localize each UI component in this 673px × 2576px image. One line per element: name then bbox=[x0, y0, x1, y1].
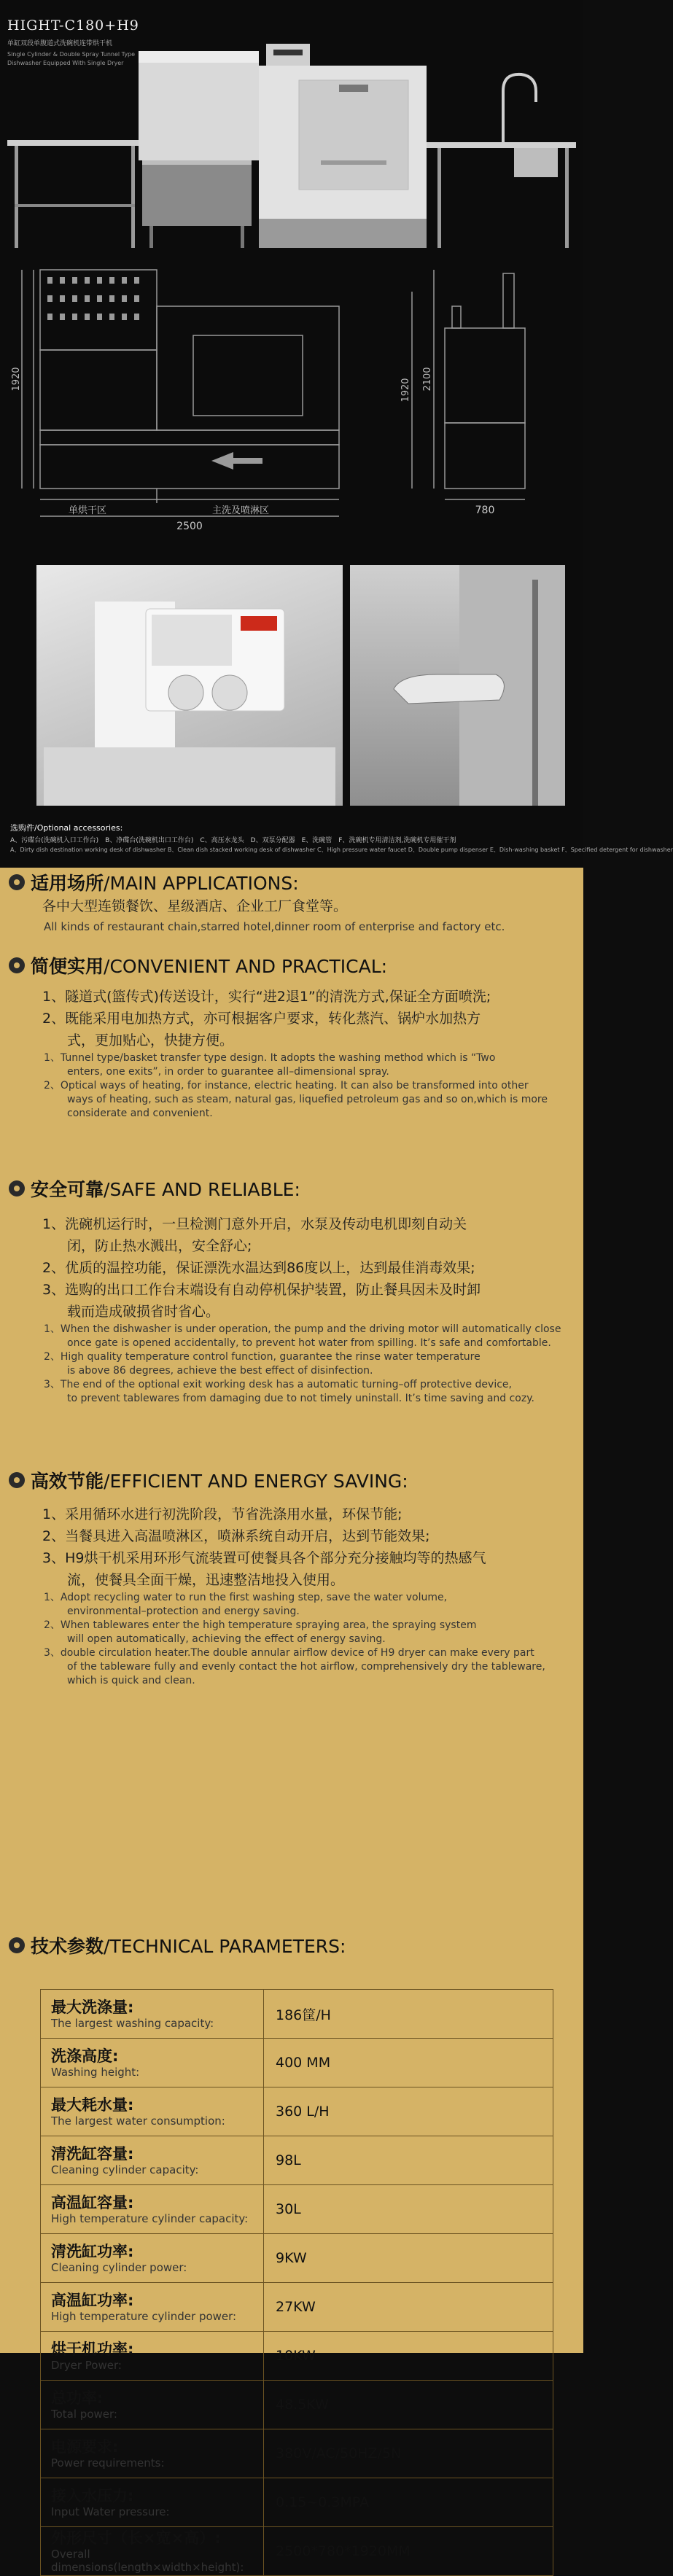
param-value: 9KW bbox=[264, 2234, 553, 2283]
param-label-en: Input Water pressure: bbox=[51, 2505, 170, 2518]
convenient-section bbox=[9, 952, 575, 1121]
convenient-en-1b: enters, one exits”, in order to guarantee all–dimensional spray. bbox=[67, 1066, 389, 1078]
safe-en-2b: is above 86 degrees, achieve the best effect of disinfection. bbox=[67, 1365, 373, 1377]
convenient-en-2a: 2、Optical ways of heating, for instance, electric heating. It can also be transformed into other bbox=[44, 1080, 529, 1092]
param-label-zh: 清洗缸功率: bbox=[51, 2243, 134, 2260]
safe-en-2a: 2、High quality temperature control function, guarantee the rinse water temperature bbox=[44, 1351, 481, 1363]
param-label bbox=[41, 2234, 264, 2283]
param-label bbox=[41, 2039, 264, 2087]
efficient-title: 高效节能/EFFICIENT AND ENERGY SAVING: bbox=[31, 1471, 408, 1492]
table-row bbox=[41, 2429, 553, 2478]
convenient-en-1a: 1、Tunnel type/basket transfer type design. It adopts the washing method which is “Two bbox=[44, 1052, 496, 1064]
efficient-en-1b: environmental–protection and energy saving. bbox=[67, 1606, 300, 1617]
param-value: 27KW bbox=[264, 2283, 553, 2332]
table-row bbox=[41, 2185, 553, 2234]
param-label bbox=[41, 2429, 264, 2478]
safe-en-1b: once gate is opened accidentally, to prevent hot water from spilling. It’s safe and comfortable. bbox=[67, 1337, 551, 1349]
param-label-zh: 最大耗水量: bbox=[51, 2096, 134, 2114]
convenient-zh-2a: 2、既能采用电加热方式，亦可根据客户要求，转化蒸汽、锅炉水加热方 bbox=[42, 1011, 481, 1027]
table-row bbox=[41, 1990, 553, 2039]
param-label bbox=[41, 2087, 264, 2136]
height-front-label: 1920 bbox=[11, 367, 22, 392]
param-label bbox=[41, 2527, 264, 2576]
param-label-en: High temperature cylinder capacity: bbox=[51, 2212, 249, 2225]
param-value: 186筐/H bbox=[264, 1990, 553, 2039]
param-label-zh: 外形尺寸（长×宽×高）: bbox=[51, 2529, 221, 2547]
param-label-en: Cleaning cylinder power: bbox=[51, 2261, 187, 2274]
param-label-zh: 接入水压力: bbox=[51, 2487, 134, 2505]
param-value: 2500*780*1920MM bbox=[264, 2527, 553, 2576]
machine-photo bbox=[0, 22, 583, 255]
efficient-zh-2: 2、当餐具进入高温喷淋区，喷淋系统自动开启，达到节能效果; bbox=[42, 1528, 430, 1544]
efficient-section bbox=[9, 1467, 575, 1688]
param-value: 380V/AC/50HZ/5N bbox=[264, 2429, 553, 2478]
table-row bbox=[41, 2527, 553, 2576]
efficient-en-3a: 3、double circulation heater.The double annular airflow device of H9 dryer can make every part bbox=[44, 1647, 534, 1659]
param-label bbox=[41, 2332, 264, 2381]
param-label bbox=[41, 2283, 264, 2332]
param-value: 30L bbox=[264, 2185, 553, 2234]
convenient-zh-2b: 式，更加贴心，快捷方便。 bbox=[67, 1032, 234, 1048]
param-label-en: The largest washing capacity: bbox=[51, 2017, 214, 2030]
total-length-label: 2500 bbox=[176, 521, 203, 532]
param-value: 98L bbox=[264, 2136, 553, 2185]
safe-zh-3a: 3、选购的出口工作台末端设有自动停机保护装置，防止餐具因未及时卸 bbox=[42, 1282, 481, 1298]
section-bullet-icon bbox=[9, 1472, 25, 1488]
convenient-en-2b: ways of heating, such as steam, natural gas, liquefied petroleum gas and so on,which is more bbox=[67, 1094, 548, 1105]
param-label-zh: 电源要求: bbox=[51, 2438, 119, 2456]
section-bullet-icon bbox=[9, 874, 25, 890]
param-label-zh: 最大洗涤量: bbox=[51, 1999, 134, 2016]
safe-en-3b: to prevent tablewares from damaging due to not timely uninstall. It’s time saving and cozy. bbox=[67, 1393, 534, 1404]
table-row bbox=[41, 2234, 553, 2283]
efficient-zh-1: 1、采用循环水进行初洗阶段，节省洗涤用水量，环保节能; bbox=[42, 1506, 402, 1522]
param-label bbox=[41, 2136, 264, 2185]
efficient-zh-3b: 流，使餐具全面干燥，迅速整洁地投入使用。 bbox=[67, 1572, 345, 1588]
section-bullet-icon bbox=[9, 1180, 25, 1196]
param-value: 360 L/H bbox=[264, 2087, 553, 2136]
applications-title: 适用场所/MAIN APPLICATIONS: bbox=[31, 873, 299, 894]
safe-zh-2: 2、优质的温控功能，保证漂洗水温达到86度以上，达到最佳消毒效果; bbox=[42, 1260, 475, 1276]
efficient-zh-3a: 3、H9烘干机采用环形气流装置可使餐具各个部分充分接触均等的热感气 bbox=[42, 1550, 486, 1566]
param-label-en: Power requirements: bbox=[51, 2456, 165, 2470]
side-width-label: 780 bbox=[475, 505, 495, 516]
control-panel-photo bbox=[36, 565, 343, 806]
param-label-zh: 烘干机功率: bbox=[51, 2340, 134, 2358]
efficient-en-3b: of the tableware fully and evenly contact the hot airflow, comprehensively dry the tableware, bbox=[67, 1661, 545, 1673]
efficient-en-3c: which is quick and clean. bbox=[67, 1675, 195, 1686]
table-row bbox=[41, 2087, 553, 2136]
param-label bbox=[41, 2185, 264, 2234]
param-label-en: The largest water consumption: bbox=[51, 2114, 225, 2128]
accessories-zh: A、污碟台(洗碗机入口工作台) B、净碟台(洗碗机出口工作台) C、高压水龙头 D、双泵分配器 E、洗碗管 F、洗碗机专用清洁剂,洗碗机专用催干剂 bbox=[10, 837, 456, 844]
table-row bbox=[41, 2381, 553, 2429]
param-value: 10KW bbox=[264, 2332, 553, 2381]
efficient-en-1a: 1、Adopt recycling water to run the first washing step, save the water volume, bbox=[44, 1592, 448, 1603]
param-value: 48.5KW bbox=[264, 2381, 553, 2429]
param-label-zh: 高温缸功率: bbox=[51, 2292, 134, 2309]
model-title: HIGHT-C180+H9 bbox=[7, 17, 139, 34]
subtitle-en-2: Dishwasher Equipped With Single Dryer bbox=[7, 60, 124, 66]
height-side-label: 1920 bbox=[400, 378, 411, 402]
door-handle-photo bbox=[350, 565, 565, 806]
table-row bbox=[41, 2136, 553, 2185]
accessories-en: A、Dirty dish destination working desk of dishwasher B、Clean dish stacked working desk of dishwasher C、High pressure water faucet D、Double pump dispenser E、Dish-washing basket F、Specified detergent for dishwasher bbox=[10, 847, 673, 853]
safe-en-1a: 1、When the dishwasher is under operation, the pump and the driving motor will automatically close bbox=[44, 1323, 561, 1335]
section-bullet-icon bbox=[9, 957, 25, 973]
param-label-zh: 总功率: bbox=[51, 2389, 104, 2407]
param-value: 400 MM bbox=[264, 2039, 553, 2087]
param-label-en: Washing height: bbox=[51, 2066, 140, 2079]
applications-section bbox=[9, 869, 575, 934]
param-value: 0.15~0.3MPA bbox=[264, 2478, 553, 2527]
param-label-zh: 洗涤高度: bbox=[51, 2047, 119, 2065]
table-row bbox=[41, 2332, 553, 2381]
technical-section bbox=[9, 1932, 575, 1958]
efficient-en-2a: 2、When tablewares enter the high temperature spraying area, the spraying system bbox=[44, 1619, 477, 1631]
section-bullet-icon bbox=[9, 1937, 25, 1953]
safe-title: 安全可靠/SAFE AND RELIABLE: bbox=[31, 1179, 300, 1200]
safe-section bbox=[9, 1175, 575, 1406]
table-row bbox=[41, 2283, 553, 2332]
table-row bbox=[41, 2478, 553, 2527]
efficient-en-2b: will open automatically, achieving the effect of energy saving. bbox=[67, 1633, 386, 1645]
convenient-en-2c: considerate and convenient. bbox=[67, 1108, 213, 1119]
convenient-title: 简便实用/CONVENIENT AND PRACTICAL: bbox=[31, 956, 388, 977]
accessories-title: 选购件/Optional accessories: bbox=[10, 823, 123, 833]
param-label bbox=[41, 1990, 264, 2039]
param-label-en: Dryer Power: bbox=[51, 2359, 122, 2372]
param-label-en: Overall dimensions(length×width×height): bbox=[51, 2548, 244, 2574]
dryer-zone-label: 单烘干区 bbox=[68, 505, 107, 516]
subtitle-zh: 单缸双段单腹道式洗碗机连带烘干机 bbox=[7, 40, 113, 47]
param-label bbox=[41, 2478, 264, 2527]
applications-zh: 各中大型连锁餐饮、星级酒店、企业工厂食堂等。 bbox=[42, 898, 348, 914]
param-label-en: High temperature cylinder power: bbox=[51, 2310, 237, 2323]
safe-zh-3b: 载而造成破损省时省心。 bbox=[67, 1304, 220, 1320]
table-row bbox=[41, 2039, 553, 2087]
subtitle-en-1: Single Cylinder & Double Spray Tunnel Type bbox=[7, 51, 136, 58]
param-label-zh: 高温缸容量: bbox=[51, 2194, 134, 2211]
param-label-zh: 清洗缸容量: bbox=[51, 2145, 134, 2163]
safe-zh-1b: 闭，防止热水溅出，安全舒心; bbox=[67, 1238, 252, 1254]
convenient-zh-1: 1、隧道式(篮传式)传送设计，实行“进2退1”的清洗方式,保证全方面喷洗; bbox=[42, 989, 491, 1005]
safe-zh-1a: 1、洗碗机运行时，一旦检测门意外开启，水泵及传动电机即刻自动关 bbox=[42, 1216, 467, 1232]
height-side-total-label: 2100 bbox=[422, 367, 433, 392]
safe-en-3a: 3、The end of the optional exit working desk has a automatic turning–off protective device, bbox=[44, 1379, 512, 1390]
applications-en: All kinds of restaurant chain,starred hotel,dinner room of enterprise and factory etc. bbox=[44, 920, 505, 933]
param-label bbox=[41, 2381, 264, 2429]
technical-title: 技术参数/TECHNICAL PARAMETERS: bbox=[31, 1936, 346, 1957]
wash-zone-label: 主洗及喷淋区 bbox=[211, 505, 270, 516]
param-label-en: Cleaning cylinder capacity: bbox=[51, 2163, 199, 2176]
param-label-en: Total power: bbox=[51, 2408, 117, 2421]
dimension-drawing bbox=[0, 262, 583, 561]
parameters-table bbox=[40, 1989, 553, 2576]
